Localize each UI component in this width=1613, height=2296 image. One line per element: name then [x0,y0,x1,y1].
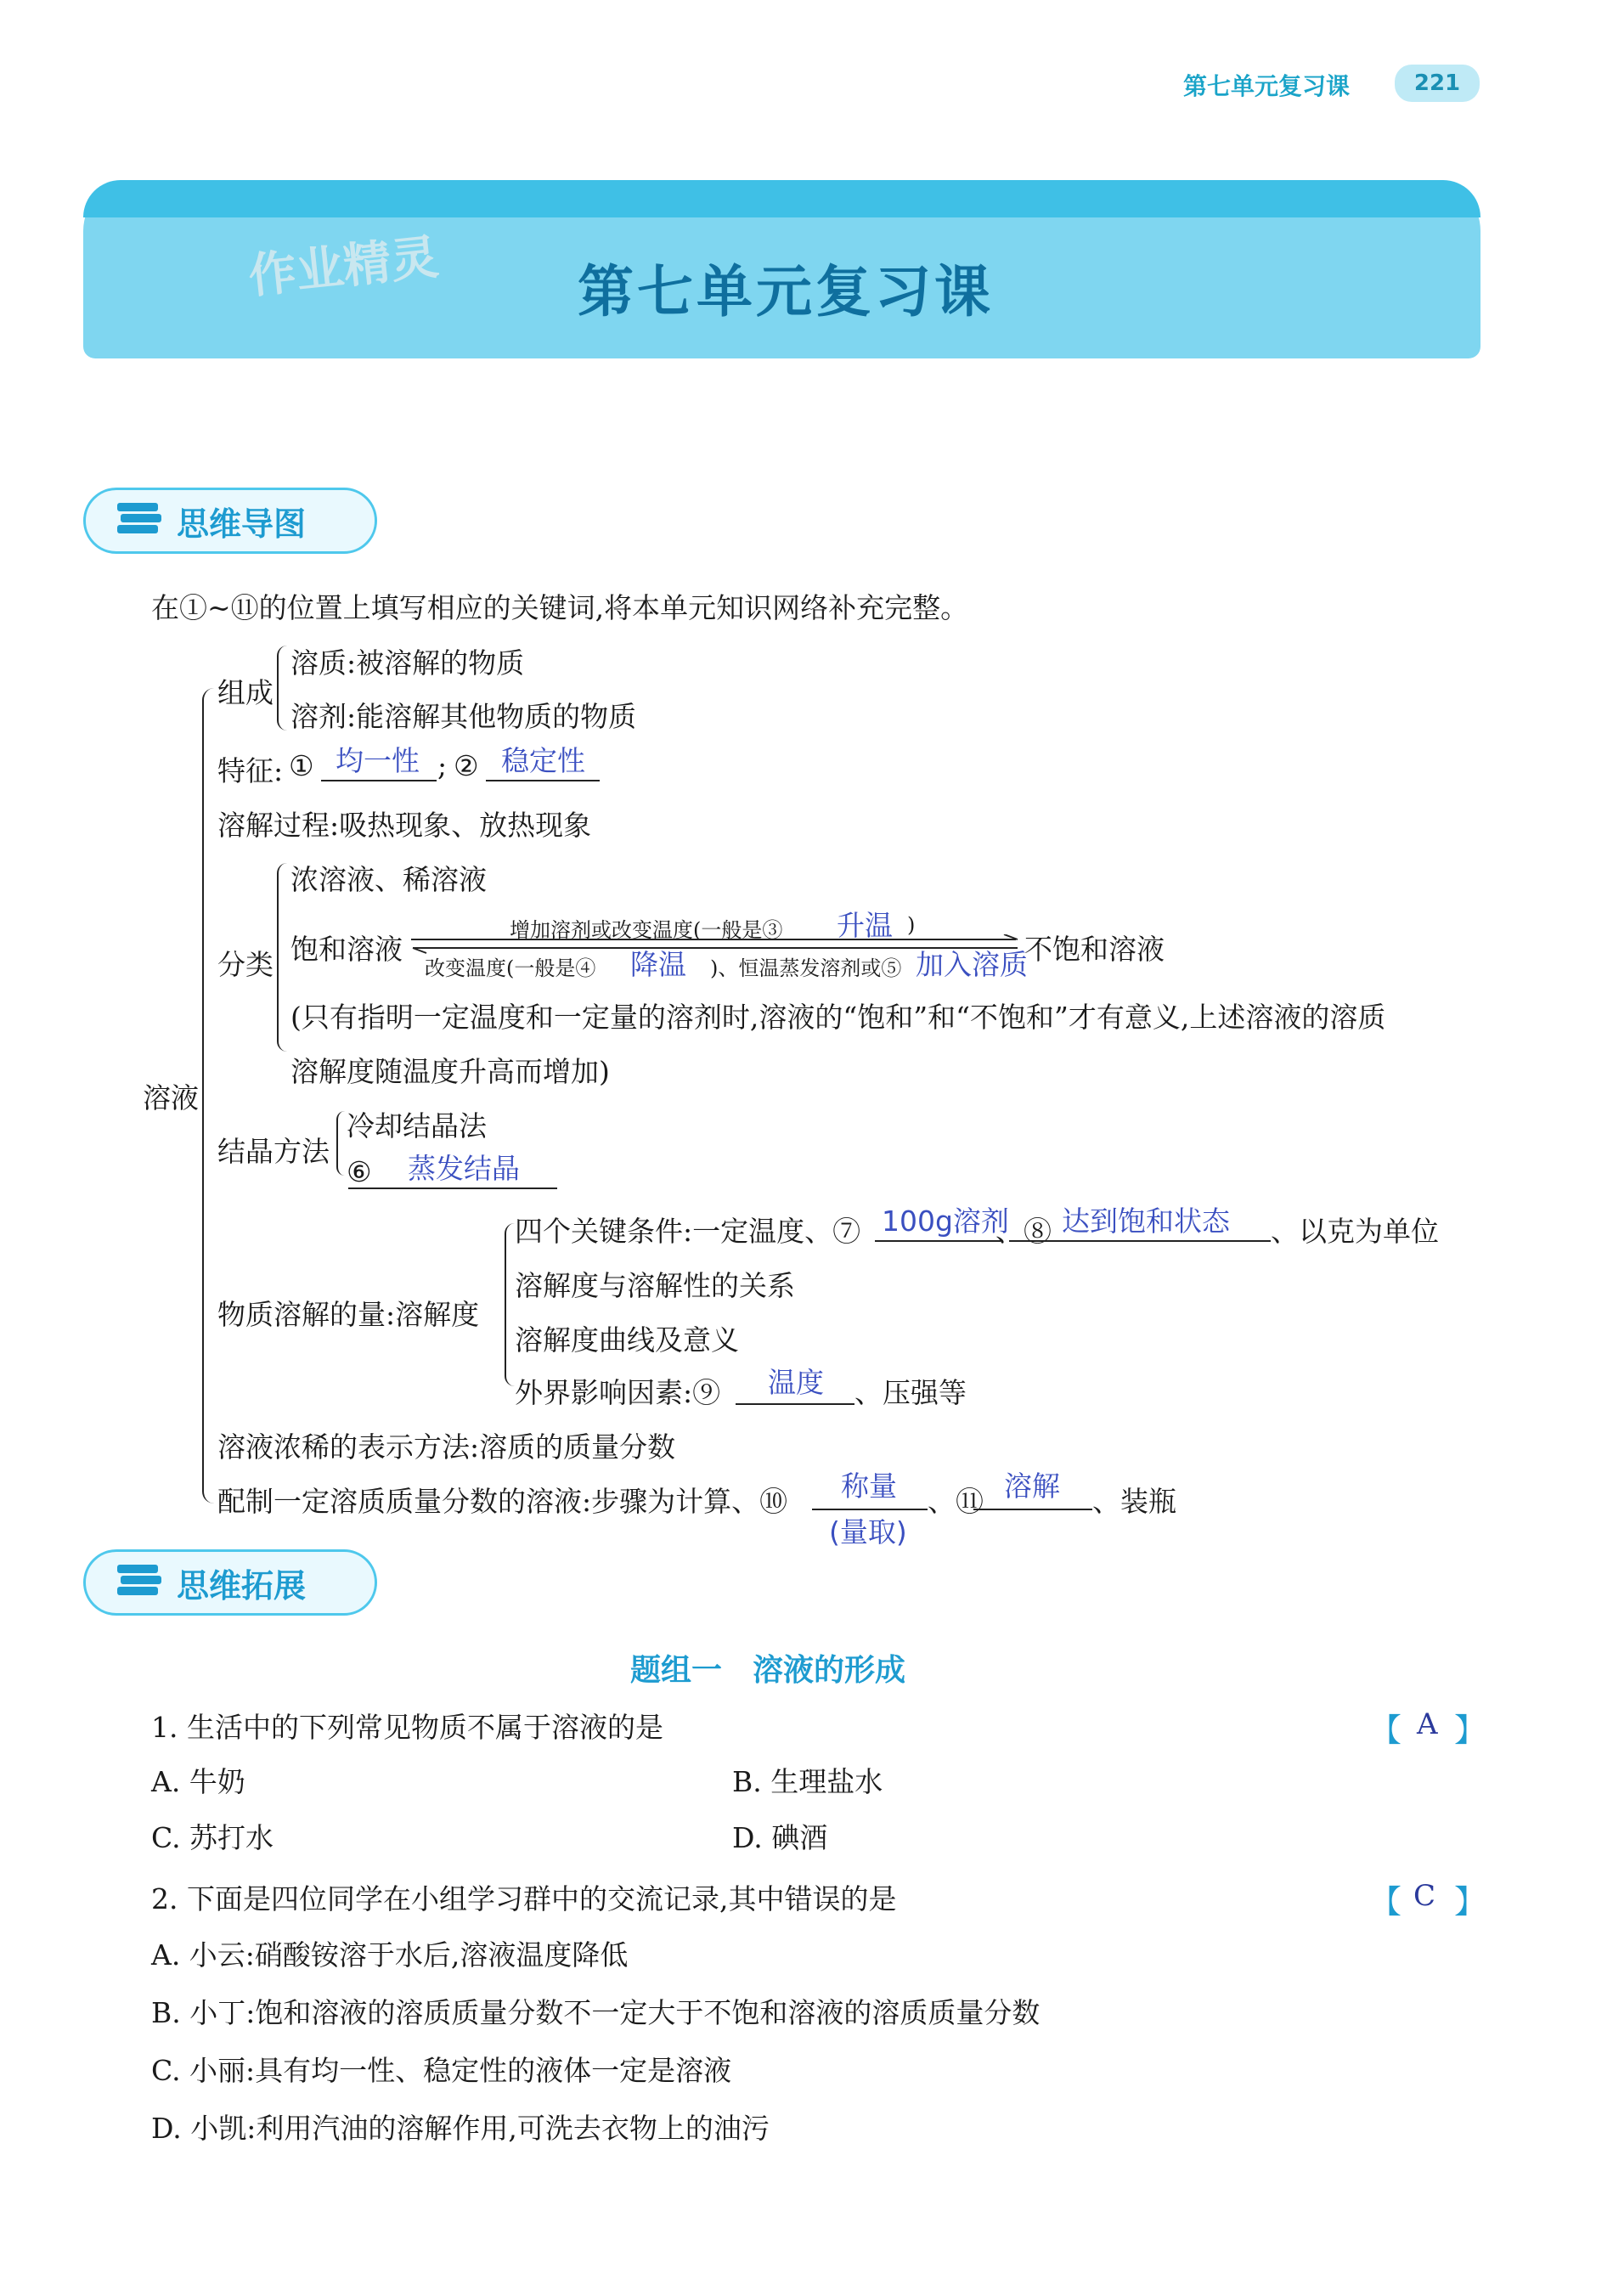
answer-8: 达到饱和状态 [1062,1204,1230,1238]
answer-1: 均一性 [336,744,420,777]
question-1-option-d: D. 碘酒 [732,1821,828,1854]
page-number: 221 [1395,65,1480,102]
arrow-top-close: ) [907,913,916,937]
section-expansion-label: 思维拓展 [177,1567,307,1605]
arrow-top-text: 增加溶剂或改变温度(一般是③ [510,918,783,942]
mindmap-instruction: 在①~⑪的位置上填写相应的关键词,将本单元知识网络补充完整。 [151,591,969,624]
question-1-option-b: B. 生理盐水 [732,1765,883,1798]
question-2-option-c: C. 小丽:具有均一性、稳定性的液体一定是溶液 [151,2054,732,2087]
question-2-answer: C [1413,1879,1436,1913]
composition-brace [277,646,287,731]
classification-label: 分类 [217,948,274,981]
question-2-option-a: A. 小云:硝酸铵溶于水后,溶液温度降低 [151,1938,629,1972]
unsaturated-solution: 不饱和溶液 [1024,933,1165,966]
watermark-text: 作业精灵 [245,229,442,305]
section-mindmap-label: 思维导图 [177,505,307,543]
crystallization-brace [336,1111,345,1176]
question-2-bracket-left: 【 [1369,1883,1402,1921]
blank-line-8 [1009,1240,1271,1242]
solubility-conditions-end: 、以克为单位 [1271,1215,1439,1248]
classification-note-line-1: (只有指明一定温度和一定量的溶剂时,溶液的“饱和”和“不饱和”才有意义,上述溶液的溶质 [290,1001,1386,1034]
question-group-title: 题组一 溶液的形成 [630,1653,906,1688]
composition-solvent: 溶剂:能溶解其他物质的物质 [290,700,637,733]
question-2-option-b: B. 小丁:饱和溶液的溶质质量分数不一定大于不饱和溶液的溶质质量分数 [151,1996,1041,2029]
answer-3: 升温 [837,909,893,942]
classification-brace [277,863,287,1052]
question-2-option-d: D. 小凯:利用汽油的溶解作用,可洗去衣物上的油污 [151,2112,770,2145]
blank-line-7 [875,1240,1001,1242]
blank-number-1: ① [289,749,314,782]
features-separator: ; [437,749,448,782]
solubility-factors-end: 、压强等 [854,1376,967,1409]
answer-9: 温度 [768,1366,824,1399]
solubility-conditions: 四个关键条件:一定温度、⑦ [515,1215,861,1248]
arrow-bottom-mid: )、恒温蒸发溶剂或⑤ [710,956,902,980]
features-label: 特征: [217,754,284,787]
crystallization-label: 结晶方法 [217,1135,330,1168]
answer-7: 100g溶剂 [882,1204,1009,1238]
separator-11: 、⑪ [928,1485,984,1518]
solubility-brace [505,1223,515,1386]
question-2-bracket-right: 】 [1454,1883,1487,1921]
blank-number-6: ⑥ [347,1155,372,1188]
question-2-stem: 2. 下面是四位同学在小组学习群中的交流记录,其中错误的是 [151,1882,897,1915]
mindmap-root: 溶液 [143,1081,199,1114]
header-unit-title: 第七单元复习课 [1183,72,1351,100]
solubility-label: 物质溶解的量:溶解度 [217,1298,480,1331]
answer-11: 溶解 [1004,1470,1060,1503]
question-1-bracket-right: 】 [1454,1712,1487,1749]
concentration-expression: 溶液浓稀的表示方法:溶质的质量分数 [217,1430,676,1464]
question-1-option-c: C. 苏打水 [151,1821,274,1854]
book-icon [116,499,163,537]
blank-line-11 [973,1509,1092,1510]
blank-line-1 [321,780,437,781]
blank-number-2: ② [454,749,479,782]
blank-line-9 [736,1403,854,1405]
crystallization-method-1: 冷却结晶法 [347,1109,487,1142]
page-title: 第七单元复习课 [578,258,994,324]
blank-line-6 [348,1187,557,1189]
preparation-steps: 配制一定溶质质量分数的溶液:步骤为计算、⑩ [217,1485,788,1518]
question-1-bracket-left: 【 [1369,1712,1402,1749]
answer-5: 加入溶质 [916,948,1028,981]
separator-8: 、⑧ [995,1215,1052,1248]
answer-6: 蒸发结晶 [408,1152,520,1185]
arrow-bottom-text: 改变温度(一般是④ [425,956,596,980]
question-1-option-a: A. 牛奶 [151,1765,245,1798]
question-1-answer: A [1417,1707,1438,1741]
answer-2: 稳定性 [501,744,585,777]
answer-4: 降温 [630,948,686,981]
title-banner-top [83,180,1480,217]
answer-10-line-2: (量取) [829,1515,907,1549]
root-brace [202,688,216,1503]
dissolution-process: 溶解过程:吸热现象、放热现象 [217,809,592,842]
classification-note-line-2: 溶解度随温度升高而增加) [290,1055,610,1088]
preparation-end: 、装瓶 [1092,1485,1176,1518]
solubility-relation: 溶解度与溶解性的关系 [515,1269,795,1302]
book-stack-icon [116,1561,163,1599]
composition-label: 组成 [217,676,274,709]
solubility-curve: 溶解度曲线及意义 [515,1323,739,1357]
classification-item-1: 浓溶液、稀溶液 [290,863,487,896]
blank-line-2 [486,780,600,781]
question-1-stem: 1. 生活中的下列常见物质不属于溶液的是 [151,1711,663,1744]
solubility-factors: 外界影响因素:⑨ [515,1376,721,1409]
composition-solute: 溶质:被溶解的物质 [290,646,525,680]
saturated-solution: 饱和溶液 [290,933,403,966]
answer-10-line-1: 称量 [841,1470,897,1503]
